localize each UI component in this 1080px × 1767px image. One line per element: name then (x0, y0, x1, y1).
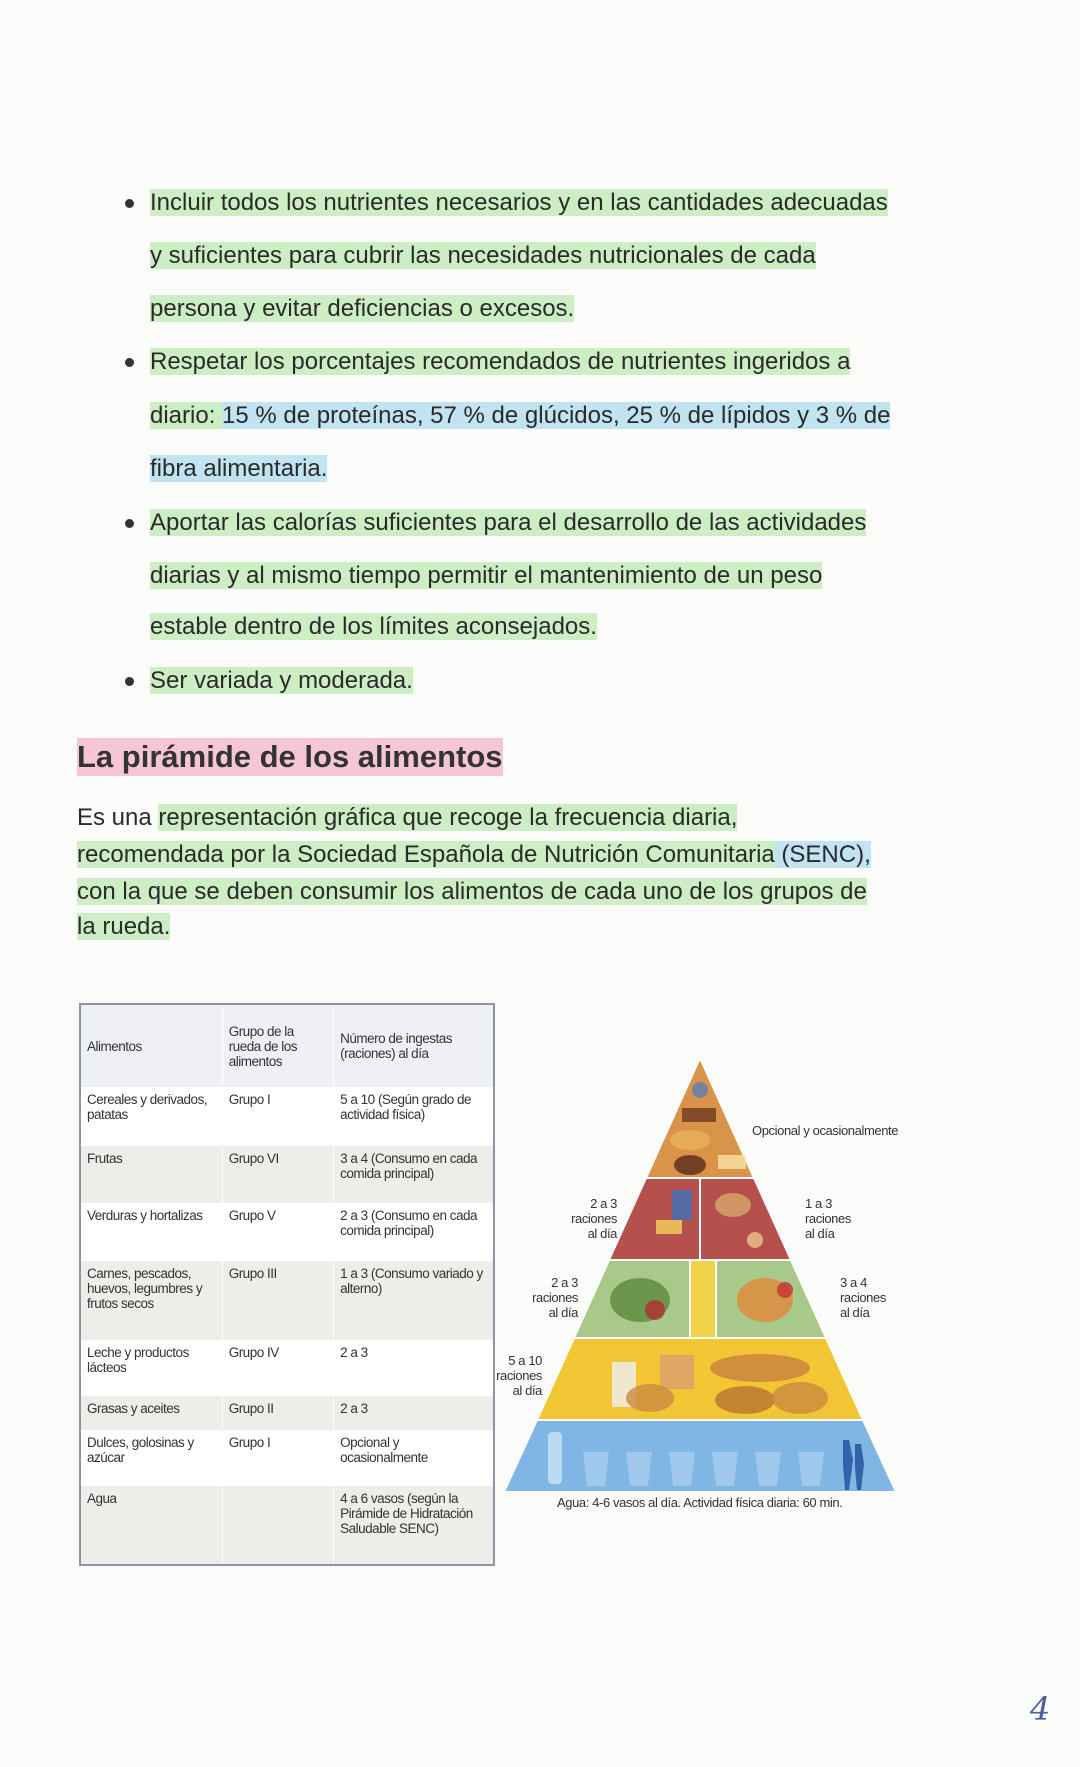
label-line: 2 a 3 (551, 1275, 578, 1290)
pyramid-tier-water (504, 1420, 896, 1492)
text-segment: Respetar los porcentajes recomendados de nutrientes ingeridos a (150, 348, 851, 375)
text-segment: recomendada por la Sociedad Española de Nutrición Comunitaria (77, 841, 775, 868)
label-line: al día (512, 1383, 542, 1398)
table-cell: Grasas y aceites (80, 1396, 222, 1430)
text-segment: (SENC), (774, 841, 871, 868)
table-cell: Grupo V (222, 1203, 333, 1261)
label-line: al día (840, 1305, 870, 1320)
header-grupo: Grupo de la rueda de los alimentos (222, 1004, 333, 1087)
table-cell: 2 a 3 (334, 1340, 494, 1396)
label-line: 1 a 3 (805, 1196, 832, 1211)
table-cell: 1 a 3 (Consumo variado y alterno) (334, 1261, 494, 1340)
table-cell: Carnes, pescados, huevos, legumbres y frutos secos (80, 1261, 222, 1340)
table-cell: Frutas (80, 1146, 222, 1203)
table-cell: Leche y productos lácteos (80, 1340, 222, 1396)
table-cell: Grupo III (222, 1261, 333, 1340)
table-cell: Grupo I (222, 1430, 333, 1486)
text-segment: Es una (77, 804, 159, 831)
label-line: al día (805, 1226, 835, 1241)
table-cell: Agua (80, 1486, 222, 1565)
label-line: al día (548, 1305, 578, 1320)
label-line: al día (587, 1226, 617, 1241)
label-line: 3 a 4 (840, 1275, 867, 1290)
text-segment: estable dentro de los límites aconsejados. (150, 613, 597, 640)
text-segment: y suficientes para cubrir las necesidades nutricionales de cada (150, 242, 816, 269)
table-cell: Grupo IV (222, 1340, 333, 1396)
label-cereals (480, 1353, 542, 1398)
label-line: raciones (840, 1290, 886, 1305)
table-cell: Dulces, golosinas y azúcar (80, 1430, 222, 1486)
text-segment: 15 % de proteínas, 57 % de glúcidos, 25 % de lípidos y 3 % de (222, 402, 891, 429)
text-segment: persona y evitar deficiencias o excesos. (150, 295, 575, 322)
text-segment: representación gráfica que recoge la frecuencia diaria, (158, 804, 738, 831)
text-segment: la rueda. (77, 913, 171, 940)
page-number: 4 (1030, 1690, 1051, 1728)
label-dairy (555, 1196, 617, 1241)
label-line: 5 a 10 (508, 1353, 542, 1368)
label-line: raciones (571, 1211, 617, 1226)
label-line: 2 a 3 (590, 1196, 617, 1211)
table-cell: 3 a 4 (Consumo en cada comida principal) (334, 1146, 494, 1203)
table-cell: 4 a 6 vasos (según la Pirámide de Hidratación Saludable SENC) (334, 1486, 494, 1565)
label-line: raciones (532, 1290, 578, 1305)
label-vegetables (516, 1275, 578, 1320)
table-cell: 2 a 3 (Consumo en cada comida principal) (334, 1203, 494, 1261)
text-segment: Aportar las calorías suficientes para el desarrollo de las actividades (150, 509, 867, 536)
text-segment: diarias y al mismo tiempo permitir el mantenimiento de un peso (150, 562, 823, 589)
text-segment: fibra alimentaria. (150, 455, 328, 482)
pyramid-tier-meat (700, 1178, 791, 1260)
label-top: Opcional y ocasionalmente (752, 1123, 899, 1138)
label-meat (805, 1196, 851, 1241)
header-alimentos: Alimentos (80, 1004, 222, 1087)
table-cell: Grupo I (222, 1087, 333, 1146)
pyramid-tier-oil (690, 1260, 716, 1338)
text-segment: diario: (150, 402, 223, 429)
table-cell: Cereales y derivados, patatas (80, 1087, 222, 1146)
label-line: raciones (496, 1368, 542, 1383)
table-cell: Verduras y hortalizas (80, 1203, 222, 1261)
text-segment: Incluir todos los nutrientes necesarios y en las cantidades adecuadas (150, 189, 888, 216)
pyramid-caption: Agua: 4-6 vasos al día. Actividad física diaria: 60 min. (557, 1495, 843, 1510)
label-line: raciones (805, 1211, 851, 1226)
table-cell: Grupo II (222, 1396, 333, 1430)
text-segment: con la que se deben consumir los alimentos de cada uno de los grupos de (77, 878, 867, 905)
section-heading: La pirámide de los alimentos (77, 739, 503, 774)
table-cell: Opcional y ocasionalmente (334, 1430, 494, 1486)
label-fruits (840, 1275, 886, 1320)
text-segment: Ser variada y moderada. (150, 667, 413, 694)
table-cell: 2 a 3 (334, 1396, 494, 1430)
header-ingestas: Número de ingestas (raciones) al día (334, 1004, 494, 1087)
table-cell: Grupo VI (222, 1146, 333, 1203)
table-cell: 5 a 10 (Según grado de actividad física) (334, 1087, 494, 1146)
